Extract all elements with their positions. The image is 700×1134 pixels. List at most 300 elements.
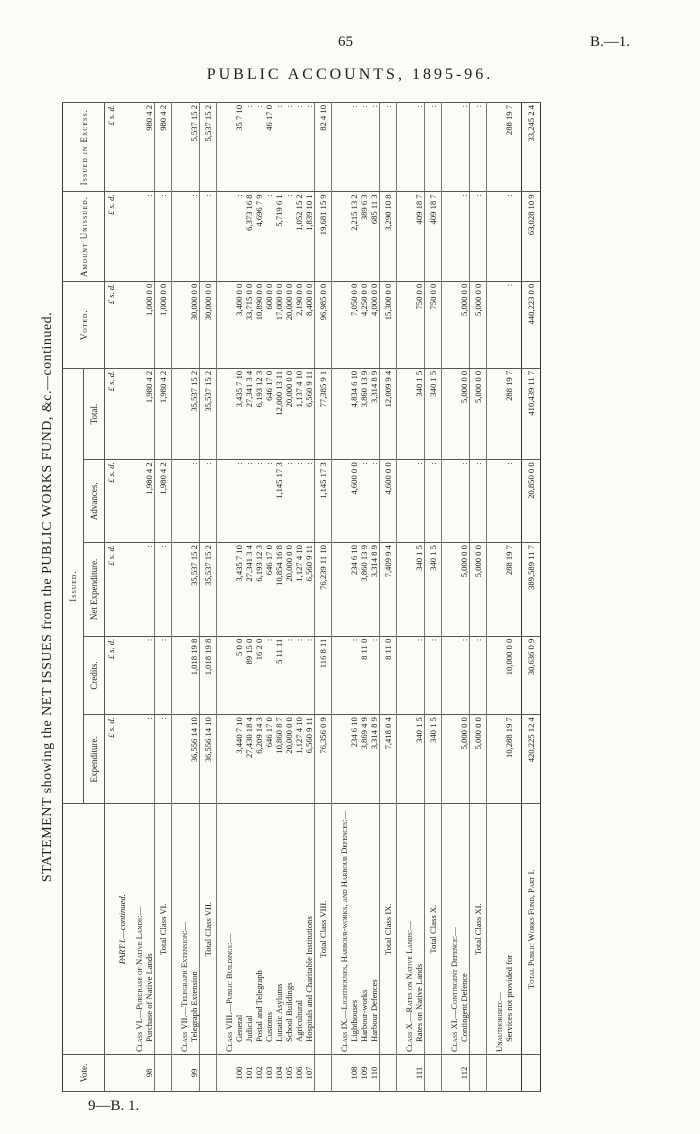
cell-voted: 17,000 0 0 [274,281,284,368]
cell-adv: 20,850 0 0 [522,460,541,543]
table-row [244,103,254,1092]
cell-net: 76,239 11 10 [315,543,332,637]
cell-net: 6,560 9 11 [304,543,315,637]
statement-title: STATEMENT showing the NET ISSUES from the PUBLIC WORKS FUND, &c.—continued. [40,311,55,883]
vote-number: 104 [274,1054,284,1091]
units-cell: £ s. d. [105,460,118,543]
cell-voted: 3,400 0 0 [234,281,244,368]
cell-exp [224,715,234,804]
cell-voted: 2,190 0 0 [294,281,304,368]
row-label: Lunatic Asylums [274,804,284,1055]
cell-tot [134,368,144,460]
cell-net: 389,589 11 7 [522,543,541,637]
cell-cred: : [459,636,470,714]
table-row [304,103,315,1092]
cell-tot [224,368,234,460]
cell-unissued: 4,696 7 9 [254,192,264,281]
vote-number: 105 [284,1054,294,1091]
cell-cred: 8 11 0 [380,636,397,714]
cell-cred: : [369,636,380,714]
cell-voted [179,281,189,368]
cell-adv: 1,145 17 3 [315,460,332,543]
class-heading-row [134,103,144,1092]
cell-adv: 4,600 0 0 [349,460,359,543]
vote-number [200,1054,217,1091]
cell-exp [179,715,189,804]
net-issues-table [62,102,541,1092]
cell-tot: 6,193 12 3 [254,368,264,460]
cell-adv: 4,600 0 0 [380,460,397,543]
cell-adv [224,460,234,543]
cell-net: 27,341 3 4 [244,543,254,637]
cell-tot: 27,341 3 4 [244,368,254,460]
row-label: Class X.—Rates on Native Lands:— [404,804,414,1055]
cell-net [404,543,414,637]
cell-cred: 10,000 0 0 [504,636,514,714]
cell-net: 3,435 7 10 [234,543,244,637]
row-label: General [234,804,244,1055]
cell-net [179,543,189,637]
cell-exp: : [155,715,172,804]
cell-voted: 30,000 0 0 [189,281,200,368]
row-label: Lighthouses [349,804,359,1055]
cell-voted: 600 0 0 [264,281,274,368]
vote-number [425,1054,442,1091]
cell-exp: 36,556 14 10 [189,715,200,804]
cell-exp [134,715,144,804]
class-total-row [470,103,487,1092]
cell-unissued [494,192,504,281]
cell-excess: : [414,103,425,192]
cell-voted [449,281,459,368]
table-body [105,103,541,1092]
row-label: Agricultural [294,804,304,1055]
cell-excess: 35 7 10 [234,103,244,192]
units-cell: £ s. d. [105,636,118,714]
cell-net: 35,537 15 2 [200,543,217,637]
cell-excess [404,103,414,192]
part-label: PART I.—continued. [117,804,127,1055]
row-label: Postal and Telegraph [254,804,264,1055]
cell-net: : [144,543,155,637]
spacer-row [127,103,134,1092]
cell-tot: 35,537 15 2 [200,368,217,460]
cell-tot: 12,000 13 11 [274,368,284,460]
vote-number: 102 [254,1054,264,1091]
cell-excess [339,103,349,192]
cell-voted [134,281,144,368]
cell-cred [449,636,459,714]
cell-exp: 36,556 14 10 [200,715,217,804]
units-row [105,103,118,1092]
cell-adv: : [359,460,369,543]
cell-excess: : [459,103,470,192]
class-heading-row [179,103,189,1092]
cell-adv [494,460,504,543]
cell-excess [449,103,459,192]
spacer-row [487,103,495,1092]
table-row [274,103,284,1092]
rotated-statement [40,102,660,1092]
cell-tot: 3,860 13 9 [359,368,369,460]
cell-exp: 3,314 8 9 [369,715,380,804]
cell-net: 3,860 13 9 [359,543,369,637]
cell-voted [224,281,234,368]
table-row [284,103,294,1092]
cell-voted: 5,000 0 0 [459,281,470,368]
cell-net: 340 1 5 [414,543,425,637]
footer-signature: 9—B. 1. [88,1098,140,1114]
cell-unissued: 5,719 6 1 [274,192,284,281]
cell-net: 20,000 0 0 [284,543,294,637]
row-label: Total Public Works Fund, Part I. [522,804,541,1055]
cell-excess: : [380,103,397,192]
units-cell: £ s. d. [105,715,118,804]
vote-number: 101 [244,1054,254,1091]
class-total-row [425,103,442,1092]
cell-tot: 12,009 9 4 [380,368,397,460]
row-label: Telegraph Extension [189,804,200,1055]
table-row [294,103,304,1092]
cell-adv [404,460,414,543]
cell-unissued [224,192,234,281]
cell-unissued: 685 11 3 [369,192,380,281]
expenditure-header: Expenditure. [84,715,105,804]
cell-unissued [339,192,349,281]
cell-cred: 1,018 19 8 [200,636,217,714]
table-row [504,103,514,1092]
vote-number [339,1054,349,1091]
vote-number [134,1054,144,1091]
spacer-row [442,103,450,1092]
cell-cred [494,636,504,714]
cell-cred: 1,018 19 8 [189,636,200,714]
table-row [189,103,200,1092]
cell-exp: 3,869 4 9 [359,715,369,804]
cell-unissued [179,192,189,281]
advances-header: Advances. [84,460,105,543]
cell-adv: : [284,460,294,543]
cell-tot [404,368,414,460]
cell-excess: : [284,103,294,192]
cell-tot [449,368,459,460]
cell-unissued: : [470,192,487,281]
cell-cred: : [284,636,294,714]
class-heading-row [224,103,234,1092]
cell-net: 7,409 9 4 [380,543,397,637]
cell-adv: : [234,460,244,543]
total-header: Total. [84,368,105,460]
cell-voted: 20,000 0 0 [284,281,294,368]
cell-excess [494,103,504,192]
cell-tot [179,368,189,460]
vote-number: 109 [359,1054,369,1091]
cell-unissued: : [155,192,172,281]
units-cell: £ s. d. [105,543,118,637]
cell-cred [224,636,234,714]
cell-tot: 288 19 7 [504,368,514,460]
cell-voted: 750 0 0 [425,281,442,368]
table-row [234,103,244,1092]
cell-voted: 10,890 0 0 [254,281,264,368]
cell-exp: 3,440 7 10 [234,715,244,804]
cell-voted: : [504,281,514,368]
spacer-row [332,103,340,1092]
cell-exp: 1,127 4 10 [294,715,304,804]
cell-unissued: 1,839 10 1 [304,192,315,281]
cell-exp: 6,209 14 3 [254,715,264,804]
cell-exp: 420,225 12 4 [522,715,541,804]
cell-excess: 46 17 0 [264,103,274,192]
table-row [144,103,155,1092]
cell-unissued: 6,373 16 8 [244,192,254,281]
cell-tot: 1,980 4 2 [144,368,155,460]
cell-exp [449,715,459,804]
cell-net: 1,127 4 10 [294,543,304,637]
row-label: Purchase of Native Lands [144,804,155,1055]
cell-exp: 234 6 10 [349,715,359,804]
cell-cred [179,636,189,714]
cell-cred: 5 0 0 [234,636,244,714]
cell-adv: : [244,460,254,543]
cell-unissued: : [234,192,244,281]
vote-header: Vote. [63,1054,105,1091]
cell-exp [404,715,414,804]
cell-excess: : [425,103,442,192]
cell-exp: 5,000 0 0 [470,715,487,804]
cell-adv [339,460,349,543]
cell-adv: 1,145 17 3 [274,460,284,543]
cell-excess: : [470,103,487,192]
cell-excess: : [274,103,284,192]
cell-cred: 116 8 11 [315,636,332,714]
voted-header: Voted. [63,281,105,368]
cell-adv: 1,980 4 2 [155,460,172,543]
row-label: Services not provided for [504,804,514,1055]
cell-excess: : [359,103,369,192]
page-reference: B.—1. [589,34,630,50]
cell-tot: 1,137 4 10 [294,368,304,460]
cell-excess [134,103,144,192]
cell-cred [339,636,349,714]
cell-excess [224,103,234,192]
cell-unissued: 1,052 15 2 [294,192,304,281]
vote-number [504,1054,514,1091]
cell-excess: 82 4 10 [315,103,332,192]
cell-cred: : [144,636,155,714]
vote-number: 108 [349,1054,359,1091]
vote-number [155,1054,172,1091]
cell-excess: 980 4 2 [144,103,155,192]
cell-unissued: : [504,192,514,281]
cell-unissued: 3,290 10 8 [380,192,397,281]
class-heading-row [449,103,459,1092]
class-total-row [380,103,397,1092]
vote-number: 100 [234,1054,244,1091]
unissued-header: Amount Unissued. [63,192,105,281]
cell-voted: 8,400 0 0 [304,281,315,368]
cell-voted [404,281,414,368]
cell-net: 340 1 5 [425,543,442,637]
cell-tot: 340 1 5 [414,368,425,460]
class-total-row [155,103,172,1092]
spacer-row [514,103,522,1092]
cell-voted: 96,985 0 0 [315,281,332,368]
cell-voted: 4,000 0 0 [369,281,380,368]
cell-adv: : [470,460,487,543]
running-title: PUBLIC ACCOUNTS, 1895-96. [206,66,494,83]
cell-unissued: 409 18 7 [414,192,425,281]
vote-number [224,1054,234,1091]
cell-exp: 7,418 0 4 [380,715,397,804]
cell-exp: 76,356 0 9 [315,715,332,804]
table-row [254,103,264,1092]
cell-tot: 5,000 0 0 [459,368,470,460]
cell-net: 234 6 10 [349,543,359,637]
cell-cred: : [304,636,315,714]
cell-voted [494,281,504,368]
row-label: Total Class XI. [470,804,487,1055]
cell-adv: : [414,460,425,543]
cell-voted [339,281,349,368]
cell-net [449,543,459,637]
row-label: Class VII.—Telegraph Extension:— [179,804,189,1055]
row-label: Total Class VIII. [315,804,332,1055]
cell-unissued [134,192,144,281]
cell-voted: 1,000 0 0 [144,281,155,368]
row-label: Contingent Defence [459,804,470,1055]
cell-excess: : [304,103,315,192]
cell-excess: 288 19 7 [504,103,514,192]
cell-exp: 27,430 18 4 [244,715,254,804]
cell-tot [494,368,504,460]
cell-net [134,543,144,637]
cell-cred: 30,636 0 9 [522,636,541,714]
cell-cred: : [264,636,274,714]
cell-voted: 30,000 0 0 [200,281,217,368]
units-cell: £ s. d. [105,281,118,368]
row-label: Class VIII.—Public Buildings:— [224,804,234,1055]
vote-number [315,1054,332,1091]
cell-unissued: 63,028 10 9 [522,192,541,281]
cell-unissued: 389 6 3 [359,192,369,281]
cell-unissued: : [264,192,274,281]
cell-exp: 5,000 0 0 [459,715,470,804]
row-label: Judicial [244,804,254,1055]
cell-cred: 5 11 11 [274,636,284,714]
units-cell: £ s. d. [105,103,118,192]
vote-number [494,1054,504,1091]
cell-voted: 440,223 0 0 [522,281,541,368]
cell-exp: 10,288 19 7 [504,715,514,804]
cell-exp: 646 17 0 [264,715,274,804]
cell-exp [494,715,504,804]
cell-excess: 5,537 15 2 [189,103,200,192]
row-label: Harbour Defences [369,804,380,1055]
cell-excess: : [294,103,304,192]
cell-tot: 5,000 0 0 [470,368,487,460]
row-label: Total Class X. [425,804,442,1055]
spacer-row [172,103,180,1092]
vote-number [449,1054,459,1091]
row-label: Unauthorised:— [494,804,504,1055]
cell-excess: 5,537 15 2 [200,103,217,192]
cell-adv: : [459,460,470,543]
cell-excess: : [369,103,380,192]
cell-adv: : [189,460,200,543]
row-label: Hospitals and Charitable Institutions [304,804,315,1055]
table-row [369,103,380,1092]
units-cell: £ s. d. [105,192,118,281]
cell-cred: : [414,636,425,714]
grand-total-row [522,103,541,1092]
cell-adv [134,460,144,543]
cell-adv [449,460,459,543]
table-row [264,103,274,1092]
row-label: Total Class IX. [380,804,397,1055]
class-heading-row [404,103,414,1092]
cell-adv: : [294,460,304,543]
cell-excess [179,103,189,192]
vote-number: 112 [459,1054,470,1091]
row-label: Total Class VII. [200,804,217,1055]
cell-unissued: : [144,192,155,281]
credits-header: Credits. [84,636,105,714]
cell-excess: : [349,103,359,192]
issued-header: Issued. [63,368,84,804]
vote-number [470,1054,487,1091]
row-label: Harbour-works [359,804,369,1055]
vote-number [179,1054,189,1091]
class-total-row [200,103,217,1092]
vote-number: 106 [294,1054,304,1091]
cell-adv: : [264,460,274,543]
cell-net: 5,000 0 0 [470,543,487,637]
vote-number: 111 [414,1054,425,1091]
cell-net: 6,193 12 3 [254,543,264,637]
cell-adv: : [200,460,217,543]
class-heading-row [494,103,504,1092]
cell-exp [339,715,349,804]
cell-unissued: : [459,192,470,281]
vote-number [522,1054,541,1091]
cell-voted: 4,250 0 0 [359,281,369,368]
vote-number: 103 [264,1054,274,1091]
page-number: 65 [338,34,353,50]
vote-number: 98 [144,1054,155,1091]
cell-unissued [404,192,414,281]
row-label: Rates on Native Lands [414,804,425,1055]
cell-excess: 33,245 2 4 [522,103,541,192]
cell-adv: : [369,460,380,543]
cell-unissued: 19,681 15 9 [315,192,332,281]
cell-tot: 340 1 5 [425,368,442,460]
cell-voted: 33,715 0 0 [244,281,254,368]
net-expenditure-header: Net Expenditure. [84,543,105,637]
class-total-row [315,103,332,1092]
vote-number [404,1054,414,1091]
cell-adv: : [425,460,442,543]
cell-tot [339,368,349,460]
cell-net: 646 17 0 [264,543,274,637]
cell-adv: : [304,460,315,543]
cell-net [224,543,234,637]
cell-cred: 8 11 0 [359,636,369,714]
cell-voted: 750 0 0 [414,281,425,368]
excess-header: Issued in Excess. [63,103,105,192]
table-row [414,103,425,1092]
row-label: Customs [264,804,274,1055]
